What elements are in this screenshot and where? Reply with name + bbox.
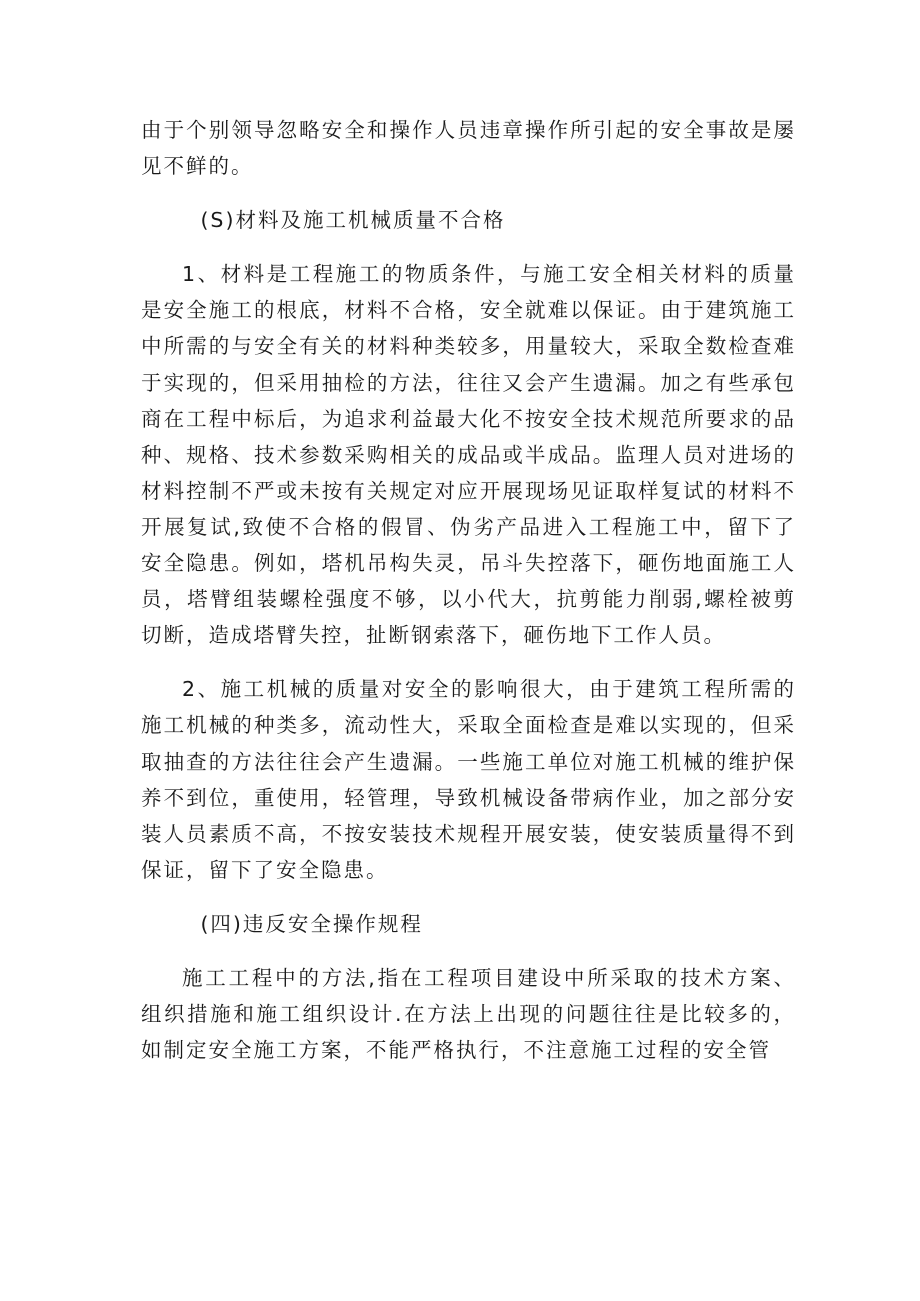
paragraph-machinery: 2、施工机械的质量对安全的影响很大，由于建筑工程所需的施工机械的种类多，流动性大，采取全面检查是难以实现的，但采取抽查的方法往往会产生遗漏。一些施工单位对施工机械的维护保养不到位，重使用，轻管理，导致机械设备带病作业，加之部分安装人员素质不高，不按安装技术规程开展安装，使安装质量得不到保证，留下了安全隐患。 — [141, 677, 796, 882]
document-body — [141, 112, 796, 1068]
section-heading-materials: (S)材料及施工机械质量不合格 — [200, 208, 506, 233]
paragraph-methods: 施工工程中的方法,指在工程项目建设中所采取的技术方案、组织措施和施工组织设计.在方法上出现的问题往往是比较多的，如制定安全施工方案，不能严格执行，不注意施工过程的安全管 — [141, 965, 796, 1063]
section-heading-operation-rules: (四)违反安全操作规程 — [200, 911, 423, 936]
paragraph-intro: 由于个别领导忽略安全和操作人员违章操作所引起的安全事故是屡见不鲜的。 — [141, 118, 796, 179]
paragraph-materials: 1、材料是工程施工的物质条件，与施工安全相关材料的质量是安全施工的根底，材料不合格，安全就难以保证。由于建筑施工中所需的与安全有关的材料种类较多，用量较大，采取全数检查难于实现的，但采用抽检的方法，往往又会产生遗漏。加之有些承包商在工程中标后，为追求利益最大化不按安全技术规范所要求的品种、规格、技术参数采购相关的成品或半成品。监理人员对进场的材料控制不严或未按有关规定对应开展现场见证取样复试的材料不开展复试,致使不合格的假冒、伪劣产品进入工程施工中，留下了安全隐患。例如，塔机吊构失灵，吊斗失控落下，砸伤地面施工人员，塔臂组装螺栓强度不够，以小代大，抗剪能力削弱,螺栓被剪切断，造成塔臂失控，扯断钢索落下，砸伤地下工作人员。 — [141, 262, 796, 648]
